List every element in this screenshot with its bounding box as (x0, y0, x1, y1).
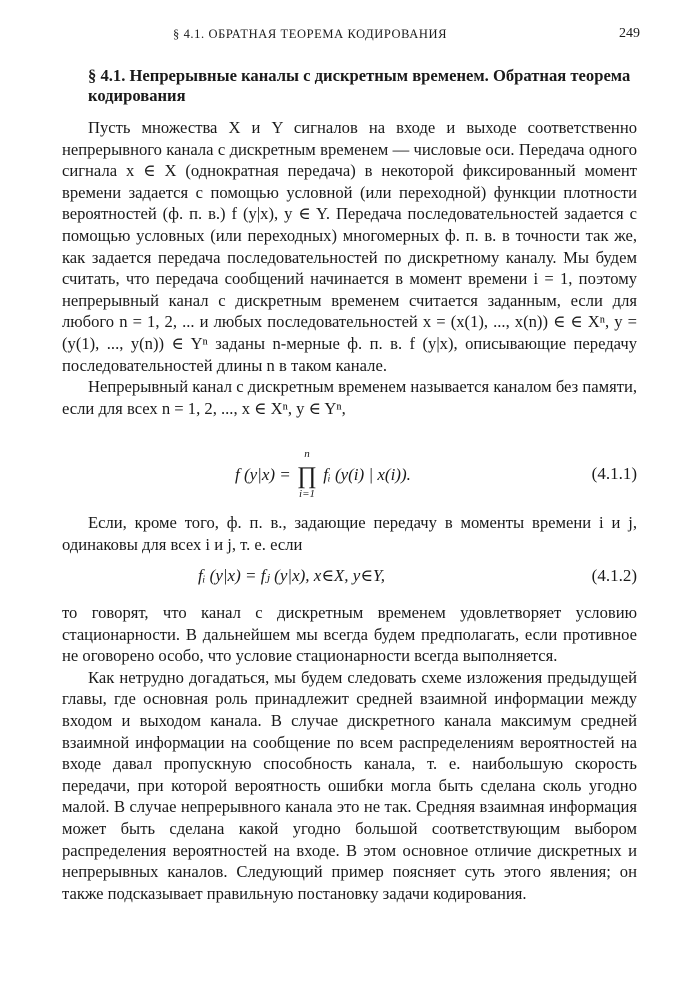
section-heading: § 4.1. Непрерывные каналы с дискретным временем. Обратная теорема кодирования (88, 66, 631, 105)
product-upper-limit: n (304, 448, 310, 460)
equation-rhs: fᵢ (y(i) | x(i)). (323, 464, 411, 484)
paragraph-block-2 (62, 512, 637, 555)
paragraph-2: Непрерывный канал с дискретным временем называется каналом без памяти, если для всех n = 1, 2, ..., x ∈ Xⁿ, y ∈ Yⁿ, (62, 377, 637, 418)
equation-4-1-1 (62, 448, 637, 514)
equation-number: (4.1.1) (591, 464, 637, 483)
paragraph-5: Как нетрудно догадаться, мы будем следовать схеме изложения предыдущей главы, где основная роль принадлежит средней взаимной информации между входом и выходом канала. В случае дискретного канала максимум средней взаимной информации на сообщение по всем распределениям вероятностей на входе давал пропускную способность канала, т. е. наибольшую скорость передачи, при которой вероятность ошибки могла быть сделана сколь угодно малой. В случае непрерывного канала это не так. Средняя взаимная информация может быть сделана какой угодно большой соответствующим выбором распределения вероятностей на входе. В этом основное отличие дискретных и непрерывных каналов. Следующий пример поясняет суть этого явления; он также подсказывает правильную постановку задачи кодирования. (62, 667, 637, 903)
product-lower-limit: i=1 (299, 488, 316, 500)
paragraph-block-1 (62, 117, 637, 419)
equation-lhs: f (y|x) = (235, 464, 291, 484)
running-title: § 4.1. ОБРАТНАЯ ТЕОРЕМА КОДИРОВАНИЯ (173, 27, 448, 41)
paragraph-block-3 (62, 602, 637, 904)
equation-number: (4.1.2) (591, 566, 637, 585)
paragraph-4: то говорят, что канал с дискретным временем удовлетворяет условию стационарности. В дальнейшем мы всегда будем предполагать, если противное не оговорено особо, что условие стационарности всегда выполняется. (62, 603, 637, 666)
equation-expression: fᵢ (y|x) = fⱼ (y|x), x∈X, y∈Y, (198, 566, 386, 585)
running-header (60, 27, 640, 45)
page-number: 249 (619, 26, 640, 41)
product-operator: n ∏ i=1 (295, 464, 319, 488)
paragraph-3: Если, кроме того, ф. п. в., задающие передачу в моменты времени i и j, одинаковы для всех i и j, т. е. если (62, 513, 637, 554)
paragraph-1: Пусть множества X и Y сигналов на входе и выходе соответственно непрерывного канала с дискретным временем — числовые оси. Передача одного сигнала x ∈ X (однократная передача) в некоторой фиксированный момент времени задается с помощью условной (или переходной) функции плотности вероятностей (ф. п. в.) f (y|x), y ∈ Y. Передача последовательностей задается с помощью условных (или переходных) многомерных ф. п. в. в точности так же, как задается передача последовательностей по дискретному каналу. Мы будем считать, что передача сообщений начинается в момент времени i = 1, поэтому непрерывный канал с дискретным временем считается заданным, если для любого n = 1, 2, ... и любых последовательностей x = (x(1), ..., x(n)) ∈ ∈ Xⁿ, y = (y(1), ..., y(n)) ∈ Yⁿ заданы n-мерные ф. п. в. f (y|x), описывающие передачу последовательностей длины n в таком канале. (62, 118, 637, 375)
